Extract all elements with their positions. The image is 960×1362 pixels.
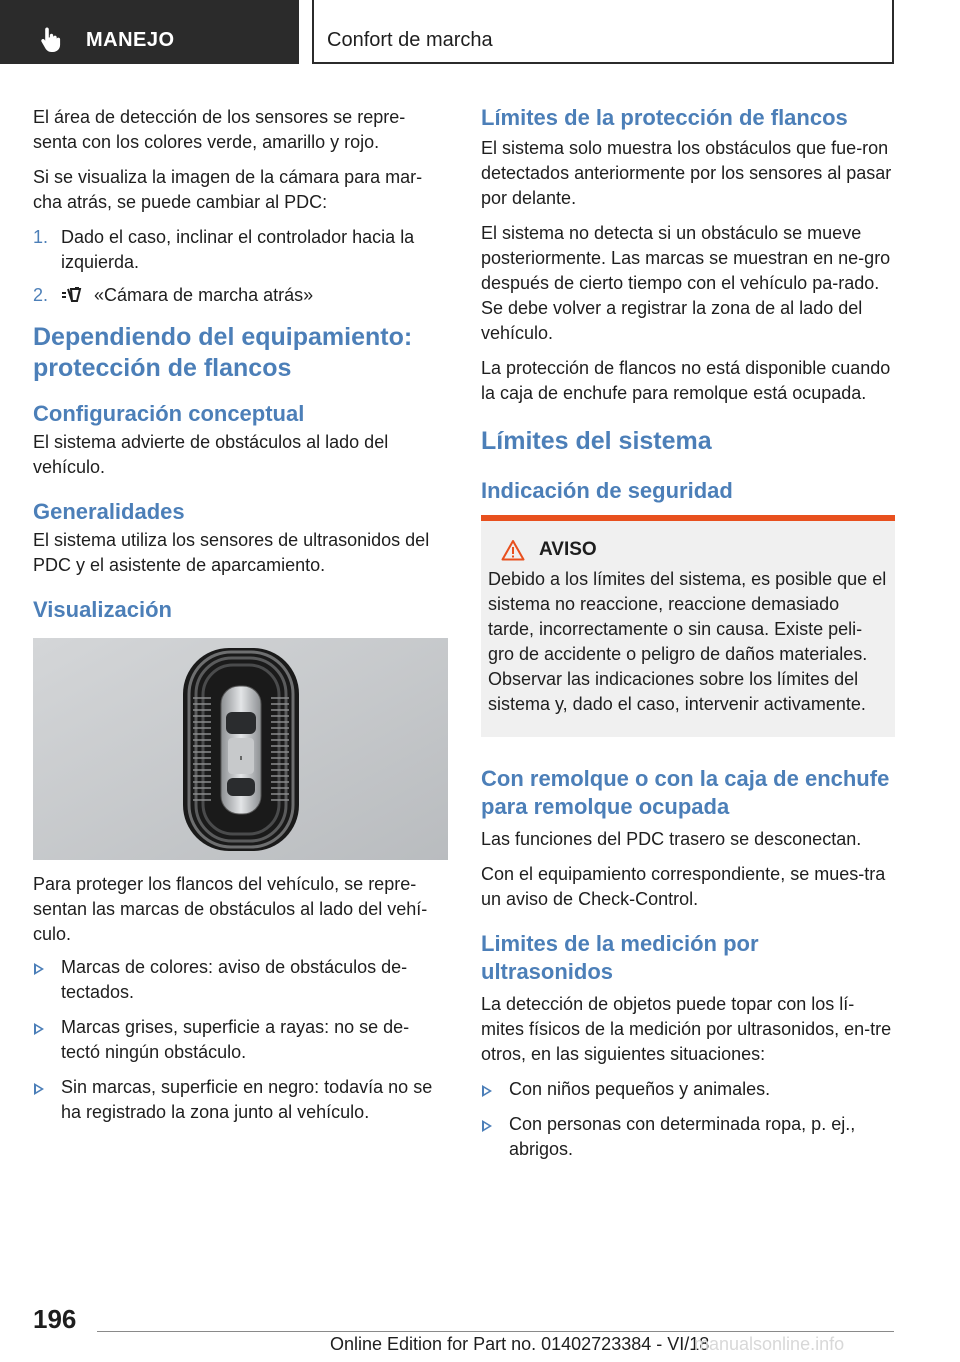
subsection-heading: Indicación de seguridad (481, 478, 733, 503)
step-number: 1. (33, 227, 49, 247)
section-tab (312, 0, 894, 64)
section-label: Confort de marcha (327, 29, 493, 51)
bullet-triangle-icon (482, 1120, 492, 1132)
watermark: manualsonline.info (694, 1334, 845, 1354)
parking-display-illustration (33, 638, 448, 860)
list-item (33, 1075, 448, 1125)
section-heading: Dependiendo del equipamiento: protección de flancos (33, 323, 413, 382)
subsection-heading: Límites de la protección de flancos (481, 105, 848, 130)
bullet-text: Con niños pequeños y animales. (509, 1079, 771, 1099)
hand-icon (40, 26, 64, 52)
side-protection-image (33, 638, 448, 860)
subsection-heading: Visualización (33, 597, 172, 622)
paragraph: La protección de flancos no está disponible cuando la caja de enchufe para remolque está ocupada. (481, 358, 891, 403)
step-text: Dado el caso, inclinar el controlador hacia la izquierda. (61, 227, 415, 272)
chapter-label: MANEJO (86, 29, 175, 51)
rear-camera-icon (61, 286, 83, 304)
warning-text: Debido a los límites del sistema, es posible que el sistema no reaccione, reaccione demasiado tarde, incorrectamente o sin causa. Existe peli‐gro de accidente o peligro de daños materiales. Observar las indicaciones sobre los límites del sistema y, dado el caso, intervenir activamente. (488, 569, 887, 714)
subsection-heading: Limites de la medición por ultrasonidos (481, 931, 759, 984)
edition-text: Online Edition for Part no. 01402723384 - VI/18 (330, 1334, 710, 1354)
bullet-list (33, 955, 448, 1125)
paragraph: La detección de objetos puede topar con los lí‐mites físicos de la medición por ultrasonidos, en‐tre otros, en las siguientes situaciones: (481, 994, 892, 1064)
bullet-text: Marcas de colores: aviso de obstáculos de‐tectados. (61, 957, 408, 1002)
paragraph: Si se visualiza la imagen de la cámara para mar‐cha atrás, se puede cambiar al PDC: (33, 167, 423, 212)
page-header (0, 0, 960, 66)
list-item (33, 1015, 448, 1065)
right-column (481, 96, 895, 1172)
bullet-text: Con personas con determinada ropa, p. ej., abrigos. (509, 1114, 856, 1159)
bullet-list (481, 1077, 895, 1162)
page-number: 196 (33, 1304, 77, 1334)
paragraph: El área de detección de los sensores se repre‐senta con los colores verde, amarillo y rojo. (33, 107, 406, 152)
list-item (33, 955, 448, 1005)
chapter-tab (0, 0, 299, 64)
subsection-heading: Configuración conceptual (33, 401, 305, 426)
bullet-text: Marcas grises, superficie a rayas: no se de‐tectó ningún obstáculo. (61, 1017, 410, 1062)
paragraph: El sistema no detecta si un obstáculo se mueve posteriormente. Las marcas se muestran en ne‐gro después de cierto tiempo con el vehículo pa‐rado. Se debe volver a registrar la zona de al lado del vehículo. (481, 223, 891, 343)
steps-list (33, 225, 448, 308)
step-number: 2. (33, 285, 49, 305)
bullet-triangle-icon (482, 1085, 492, 1097)
list-item (481, 1112, 895, 1162)
warning-box (481, 515, 895, 737)
bullet-text: Sin marcas, superficie en negro: todavía no se ha registrado la zona junto al vehículo. (61, 1077, 433, 1122)
footer-divider (97, 1331, 894, 1332)
paragraph: El sistema utiliza los sensores de ultrasonidos del PDC y el asistente de aparcamiento. (33, 530, 430, 575)
list-item (481, 1077, 895, 1102)
warning-triangle-icon (501, 539, 525, 561)
paragraph: Para proteger los flancos del vehículo, se repre‐sentan las marcas de obstáculos al lado del vehí‐culo. (33, 874, 428, 944)
section-heading: Límites del sistema (481, 427, 712, 455)
list-item (33, 283, 448, 308)
step-text: «Cámara de marcha atrás» (94, 285, 314, 305)
left-column (33, 96, 448, 1135)
subsection-heading: Con remolque o con la caja de enchufe para remolque ocupada (481, 766, 890, 819)
list-item (33, 225, 448, 275)
paragraph: El sistema advierte de obstáculos al lado del vehículo. (33, 432, 389, 477)
bullet-triangle-icon (34, 1083, 44, 1095)
paragraph: Las funciones del PDC trasero se desconectan. (481, 829, 862, 849)
bullet-triangle-icon (34, 1023, 44, 1035)
bullet-triangle-icon (34, 963, 44, 975)
page-footer (0, 1298, 960, 1362)
warning-title: AVISO (539, 539, 597, 560)
warning-header (488, 539, 887, 561)
paragraph: El sistema solo muestra los obstáculos que fue‐ron detectados anteriormente por los sensores al pasar por delante. (481, 138, 892, 208)
paragraph: Con el equipamiento correspondiente, se mues‐tra un aviso de Check-Control. (481, 864, 886, 909)
subsection-heading: Generalidades (33, 499, 185, 524)
